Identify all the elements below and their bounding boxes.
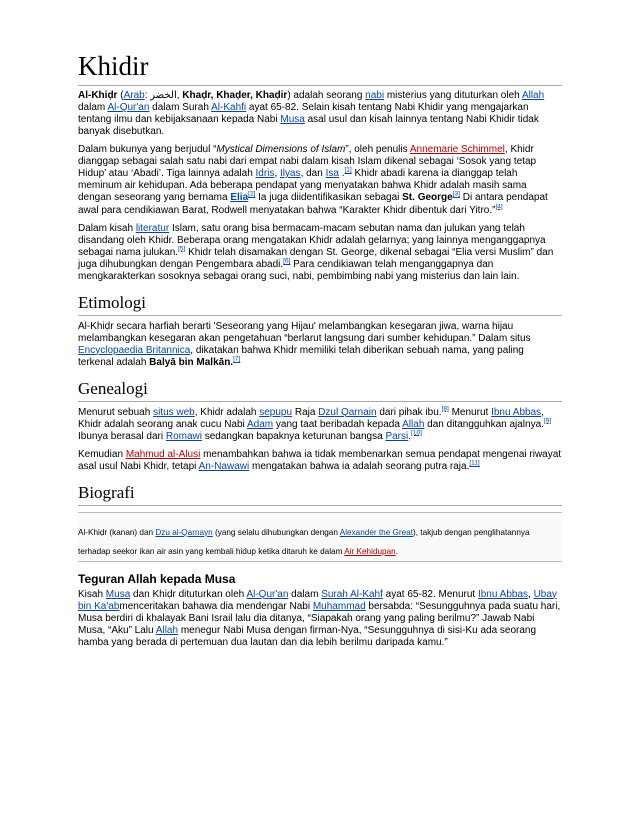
link-alusi[interactable]: Mahmud al-Alusi <box>125 448 201 460</box>
text: dalam <box>78 101 108 113</box>
text: . <box>338 168 345 180</box>
text: menambahkan bahwa ia tidak membenarkan semua pendapat mengenai riwayat asal usul Nabi Khidr, tetapi <box>78 448 562 472</box>
text: Ibunya berasal dari <box>78 430 166 442</box>
text: ayat 65-82. Selain kisah tentang Nabi Khidir yang mengajarkan tentang ilmu dan kebijaksanaan kepada Nabi <box>78 101 529 125</box>
text: Ia juga diidentifikasikan sebagai <box>255 192 403 204</box>
text: (yang selalu dihubungkan dengan <box>212 527 340 537</box>
image-caption <box>78 512 562 562</box>
link-situs-web[interactable]: situs web <box>153 406 195 418</box>
text: Kisah <box>78 588 106 600</box>
text: , dan <box>300 168 326 180</box>
link-literatur[interactable]: literatur <box>135 222 170 234</box>
alt-names: Khaḍr, Khaḍer, Khaḍir <box>182 89 288 101</box>
paragraph-schimmel <box>78 144 562 217</box>
link-schimmel[interactable]: Annemarie Schimmel <box>409 144 505 156</box>
link-nabi[interactable]: nabi <box>365 89 385 101</box>
text: Dalam bukunya yang berjudul “ <box>78 144 217 156</box>
link-muhammad[interactable]: Muhammad <box>312 600 366 612</box>
text: Al-Khiḍr secara harfiah berarti 'Seseorang yang Hijau' melambangkan kesegaran jiwa, warna hijau melambangkan kesegaran akan pengetahuan “berlarut langsung dari sumber kehidupan.” Dalam situs <box>78 320 531 344</box>
link-air-kehidupan[interactable]: Air Kehidupan <box>344 546 396 556</box>
text: yang taat beribadah kepada <box>273 418 403 430</box>
ref-2[interactable]: [2] <box>248 191 256 199</box>
text: Para cendikiawan telah menganggapnya dan mengkarakterkan sosoknya sebagai orang suci, nabi, pembimbing nabi yang misterius dan lain lain. <box>78 258 520 282</box>
bold-balya: Balyā bin Malkān. <box>149 356 234 368</box>
text: , Khidr dianggap sebagai salah satu nabi dari empat nabi dalam kisah Islam dikenal sebagai ‘Sosok yang tetap Hidup’ atau ‘Abadi’. Tiga lainnya adalah <box>78 144 537 180</box>
text: , Khidr adalah seorang anak cucu Nabi <box>78 406 544 430</box>
link-allah[interactable]: Allah <box>155 624 179 636</box>
text: , <box>274 168 280 180</box>
text: dalam Surah <box>149 101 212 113</box>
text: dan ditangguhkan ajalnya. <box>424 418 544 430</box>
text: . <box>408 430 412 442</box>
text: , Khidr adalah <box>194 406 260 418</box>
link-quran[interactable]: Al-Qur'an <box>107 101 150 113</box>
link-sepupu[interactable]: sepupu <box>259 406 293 418</box>
text: Raja <box>292 406 319 418</box>
text: dalam <box>288 588 322 600</box>
ref-8[interactable]: [8] <box>441 405 449 413</box>
article <box>78 52 562 655</box>
link-adam[interactable]: Adam <box>247 418 274 430</box>
link-kahfi[interactable]: Al-Kahfi <box>211 101 247 113</box>
text: ) adalah seorang <box>287 89 366 101</box>
ref-10[interactable]: [10] <box>411 429 422 437</box>
text: Di antara pendapat awal para cendikiawan Barat, Rodwell menyatakan bahwa “Karakter Khidr dibentuk dari Yitro.” <box>78 192 548 216</box>
arabic-text: الخضر <box>150 89 177 101</box>
ref-3[interactable]: [3] <box>452 191 460 199</box>
link-ibnu-abbas[interactable]: Ibnu Abbas <box>491 406 542 418</box>
link-ubay[interactable]: Ubay bin Ka'ab <box>78 588 557 612</box>
text: mengatakan bahwa ia adalah seorang putra raja. <box>249 460 470 472</box>
book-title: Mystical Dimensions of Islam <box>216 144 346 156</box>
paragraph-genealogi <box>78 407 562 443</box>
ref-4[interactable]: [4] <box>495 203 503 211</box>
text: bersabda: “Sesungguhnya pada suatu hari, Musa berdiri di khalayak Bani Israil lalu dia ditanya, “Siapakah orang yang paling berilmu?” Jawab Nabi Musa, “Aku” Lalu <box>78 600 561 636</box>
text: Al-Khiḍr (kanan) dan <box>78 527 156 537</box>
link-allah[interactable]: Allah <box>521 89 545 101</box>
st-george: St. George <box>402 192 453 204</box>
link-idris[interactable]: Idris <box>255 168 275 180</box>
paragraph-teguran <box>78 589 562 649</box>
text: menegur Nabi Musa dengan firman-Nya, “Sesungguhnya di sisi-Ku ada seorang hamba yang berada di pertemuan dua lautan dan dia lebih berilmu daripada kamu.” <box>78 624 537 648</box>
link-elia[interactable]: Elia <box>230 192 249 204</box>
text: sedangkan bapaknya keturunan bangsa <box>201 430 386 442</box>
page-title: Khidir <box>78 52 562 86</box>
link-nawawi[interactable]: An-Nawawi <box>198 460 250 472</box>
text: ”, oleh penulis <box>345 144 410 156</box>
heading-teguran: Teguran Allah kepada Musa <box>78 571 236 586</box>
link-ibnu-abbas[interactable]: Ibnu Abbas <box>477 588 529 600</box>
link-britannica[interactable]: Encyclopaedia Britannica <box>78 344 191 356</box>
text: Khidr abadi karena ia dianggap telah meminum air kehidupan. Ada beberapa pendapat yang menyatakan bahwa Khidr adalah masih sama dengan seseorang yang bernama <box>78 168 527 204</box>
link-arab[interactable]: Arab <box>123 89 145 101</box>
heading-biografi: Biografi <box>78 483 562 506</box>
ref-1[interactable]: [1] <box>344 166 352 174</box>
text: ayat 65-82. Menurut <box>382 588 478 600</box>
link-musa[interactable]: Musa <box>105 588 131 600</box>
link-ilyas[interactable]: Ilyas <box>280 168 301 180</box>
ref-6[interactable]: [6] <box>283 257 291 265</box>
text: , <box>528 588 534 600</box>
ref-9[interactable]: [9] <box>543 417 552 425</box>
paragraph-alusi <box>78 449 562 473</box>
text: Khidr telah disamakan dengan St. George, dikenal sebagai “Elia versi Muslim” dan juga dihubungkan dengan Pengembara abadi. <box>78 246 554 270</box>
heading-genealogi: Genealogi <box>78 379 562 402</box>
link-surah-al-kahf[interactable]: Surah Al-Kahf <box>321 588 383 600</box>
heading-etimologi: Etimologi <box>78 293 562 316</box>
link-romawi[interactable]: Romawi <box>165 430 202 442</box>
link-alexander[interactable]: Alexander the Great <box>339 527 414 537</box>
text: asal usul dan kisah lainnya tentang Nabi Khidir tidak banyak disebutkan. <box>78 113 539 137</box>
text: Islam, satu orang bisa bermacam-macam sebutan nama dan julukan yang telah disandang oleh Khidr. Beberapa orang mengatakan Khidr adalah gelarnya; yang lainnya menganggapnya sebagai nama julukan. <box>78 222 546 258</box>
text: menceritakan bahawa dia mendengar Nabi <box>119 600 313 612</box>
intro-paragraph: Al-Khiḍr (Arab: الخضر, Khaḍr, Khaḍer, Khaḍir) adalah seorang nabi misterius yang dituturkan oleh Allah dalam Al-Qur'an dalam Surah Al-Kahfi ayat 65-82. Selain kisah tentang Nabi Khidir yang mengajarkan tentang ilmu dan kebijaksanaan kepada Nabi Musa asal usul dan kisah lainnya tentang Nabi Khidir tidak banyak disebutkan. <box>78 89 545 137</box>
text: dari pihak ibu. <box>376 406 442 418</box>
text: Kemudian <box>78 448 126 460</box>
text: Dalam kisah <box>78 222 136 234</box>
link-dzul-qarnain[interactable]: Dzul Qarnain <box>318 406 377 418</box>
link-dzu-al-qarnayn[interactable]: Dzu al-Qarnayn <box>155 527 213 537</box>
link-allah[interactable]: Allah <box>402 418 425 430</box>
link-isa[interactable]: Isa <box>325 168 339 180</box>
ref-5[interactable]: [5] <box>178 245 186 253</box>
text: ), takjub dengan penglihatannya terhadap seekor ikan air asin yang kembali hidup ketika ditaruh ke dalam <box>78 527 530 556</box>
link-musa[interactable]: Musa <box>280 113 305 125</box>
paragraph-etimologi <box>78 321 562 369</box>
ref-11[interactable]: [11] <box>469 459 480 467</box>
text: dan Khiḍr dituturkan oleh <box>130 588 247 600</box>
text: Menurut <box>448 406 492 418</box>
text: misterius yang dituturkan oleh <box>384 89 522 101</box>
paragraph-literatur <box>78 223 562 283</box>
link-parsi[interactable]: Parsi <box>385 430 409 442</box>
bold-name: Al-Khiḍr <box>78 89 118 101</box>
ref-7[interactable]: [7] <box>233 355 241 363</box>
text: Menurut sebuah <box>78 406 154 418</box>
link-quran[interactable]: Al-Qur'an <box>246 588 289 600</box>
text: , dikatakan bahwa Khidr memiliki telah diberikan sebuah nama, yang paling terkenal adalah <box>78 344 524 368</box>
text: . <box>395 546 398 556</box>
